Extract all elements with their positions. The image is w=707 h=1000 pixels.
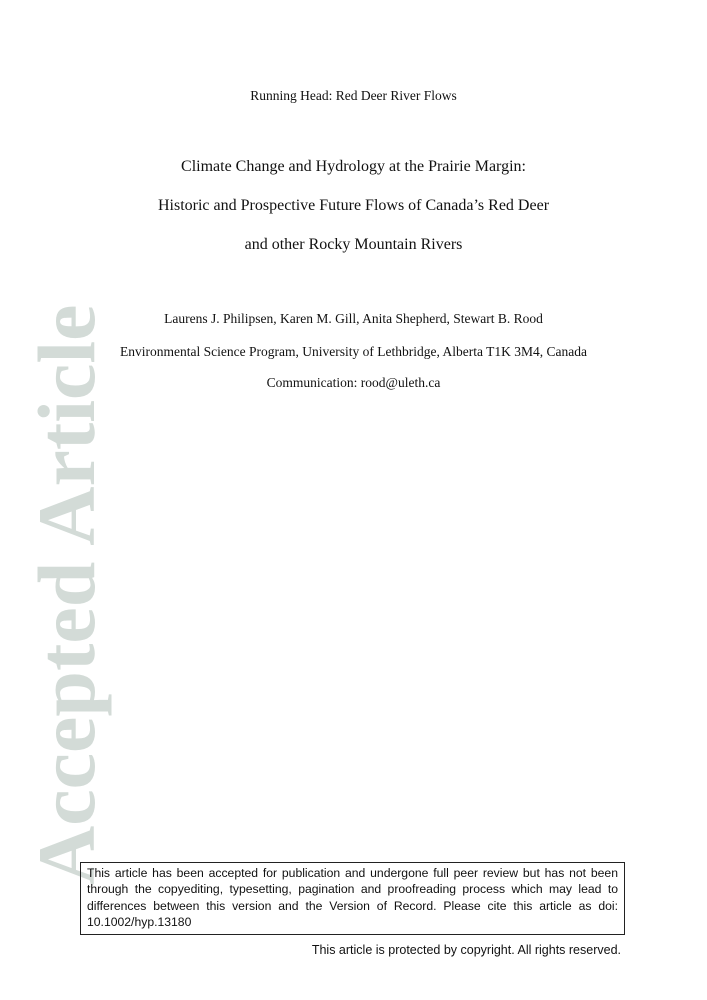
title-line-2: Historic and Prospective Future Flows of Canada’s Red Deer xyxy=(157,197,550,214)
title-line-3: and other Rocky Mountain Rivers xyxy=(244,236,463,253)
accepted-article-watermark: Accepted Article xyxy=(21,304,112,885)
copyright-notice: This article is protected by copyright. All rights reserved. xyxy=(311,943,621,957)
title-line-1: Climate Change and Hydrology at the Prairie Margin: xyxy=(181,158,526,175)
communication-email: Communication: rood@uleth.ca xyxy=(266,375,441,390)
affiliation: Environmental Science Program, University of Lethbridge, Alberta T1K 3M4, Canada xyxy=(120,344,587,359)
accepted-notice-box: This article has been accepted for publication and undergone full peer review but has not been through the copyediting, typesetting, pagination and proofreading process which may lead to differences between this version and the Version of Record. Please cite this article as doi: 10.1002/hyp.13180 xyxy=(80,862,625,935)
running-head: Running Head: Red Deer River Flows xyxy=(250,88,457,103)
author-list: Laurens J. Philipsen, Karen M. Gill, Anita Shepherd, Stewart B. Rood xyxy=(164,311,543,326)
